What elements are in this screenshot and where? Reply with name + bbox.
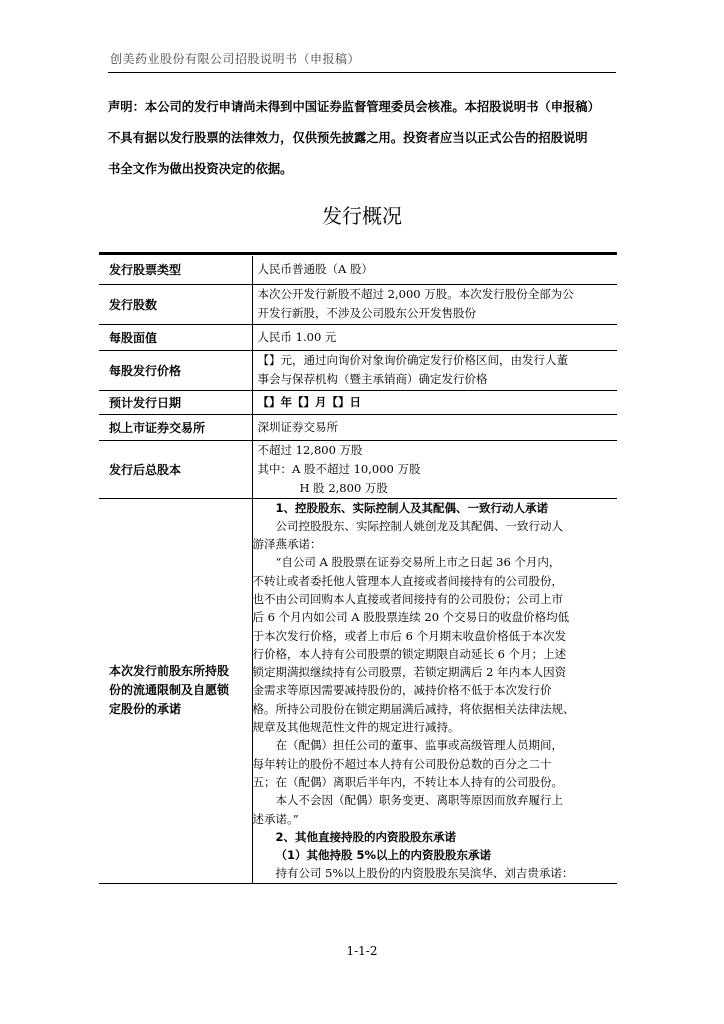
- row-label: 发行股数: [99, 284, 252, 324]
- section-heading: （1）其他持股 5%以上的内资股股东承诺: [275, 848, 492, 863]
- table-row: [99, 324, 617, 350]
- row-label: [99, 498, 252, 883]
- table-top-rule: [99, 252, 617, 255]
- text-line: 持有公司 5%以上股份的内资股股东吴滨华、刘吉贵承诺：: [275, 866, 574, 881]
- table-row: [99, 390, 617, 414]
- label-line: 定股份的承诺: [109, 702, 182, 717]
- table-row: [99, 414, 617, 440]
- value-line: 事会与保荐机构（暨主承销商）确定发行价格: [257, 372, 488, 386]
- row-value: [252, 350, 617, 390]
- text-line: 行价格，本人持有公司股票的锁定期限自动延长 6 个月；上述: [252, 646, 567, 661]
- value-line: 深圳证券交易所: [257, 419, 338, 434]
- label-line: 份的流通限制及自愿锁: [109, 683, 230, 698]
- text-line: 五；在（配偶）离职后半年内，不转让本人持有的公司股份。: [252, 774, 563, 789]
- row-label: 每股发行价格: [99, 350, 252, 390]
- table-row: [99, 256, 617, 284]
- text-line: 规章及其他规范性文件的规定进行减持。: [252, 720, 460, 735]
- text-line: “自公司 A 股股票在证券交易所上市之日起 36 个月内，: [275, 555, 561, 570]
- document-header: 创美药业股份有限公司招股说明书（申报稿）: [110, 52, 361, 66]
- table-row: [99, 440, 617, 498]
- declaration: [108, 92, 618, 185]
- value-line: 本次公开发行新股不超过 2,000 万股。本次发行股份全部为公: [257, 287, 574, 301]
- row-label: 发行后总股本: [99, 440, 252, 498]
- text-line: 也不由公司回购本人直接或者间接持有的公司股份；公司上市: [252, 591, 563, 606]
- declaration-line: 不具有据以发行股票的法律效力，仅供预先披露之用。投资者应当以正式公告的招股说明: [108, 131, 588, 145]
- row-value: [252, 390, 617, 414]
- section-heading: 2、其他直接持股的内资股股东承诺: [275, 829, 456, 844]
- value-line: 【】元，通过向询价对象询价确定发行价格区间，由发行人董: [257, 353, 568, 367]
- row-value: [252, 256, 617, 284]
- row-label: 每股面值: [99, 324, 252, 350]
- text-line: 格。所持公司股份在锁定期届满后减持，将依据相关法律法规、: [252, 701, 575, 716]
- table-row: [99, 284, 617, 324]
- value-line: 开发行新股，不涉及公司股东公开发售股份: [257, 306, 476, 320]
- value-line: 人民币 1.00 元: [257, 329, 337, 344]
- value-line: 【】年【】月【】日: [257, 394, 361, 409]
- header-divider: [108, 72, 616, 73]
- row-value: [252, 284, 617, 324]
- section-heading: 1、控股股东、实际控制人及其配偶、一致行动人承诺: [275, 500, 548, 515]
- value-line: H 股 2,800 万股: [299, 480, 388, 495]
- text-line: 述承诺。”: [252, 811, 299, 826]
- text-line: 公司控股股东、实际控制人姚创龙及其配偶、一致行动人: [275, 518, 563, 533]
- row-label: 预计发行日期: [99, 390, 252, 414]
- text-line: 在（配偶）担任公司的董事、监事或高级管理人员期间，: [275, 738, 563, 753]
- row-label: 拟上市证券交易所: [99, 414, 252, 440]
- lockup-commitment-text: [252, 498, 617, 883]
- table-row: [99, 350, 617, 390]
- declaration-line: 声明：本公司的发行申请尚未得到中国证券监督管理委员会核准。本招股说明书（申报稿）: [108, 100, 600, 114]
- text-line: 后 6 个月内如公司 A 股股票连续 20 个交易日的收盘价格均低: [252, 610, 570, 625]
- value-line: 其中：A 股不超过 10,000 万股: [257, 461, 421, 476]
- value-line: 不超过 12,800 万股: [257, 442, 363, 457]
- text-line: 锁定期满拟继续持有公司股票，若锁定期满后 2 年内本人因资: [252, 665, 567, 680]
- text-line: 本人不会因（配偶）职务变更、离职等原因而放弃履行上: [275, 793, 563, 808]
- text-line: 金需求等原因需要减持股份的，减持价格不低于本次发行价: [252, 683, 552, 698]
- row-value: [252, 414, 617, 440]
- declaration-line: 书全文作为做出投资决定的依据。: [108, 162, 293, 176]
- row-value: [252, 324, 617, 350]
- label-line: 本次发行前股东所持股: [109, 664, 230, 679]
- text-line: 每年转让的股份不超过本人持有公司股份总数的百分之二十: [252, 756, 552, 771]
- text-line: 不转让或者委托他人管理本人直接或者间接持有的公司股份，: [252, 573, 563, 588]
- issuance-overview-table: [99, 256, 617, 884]
- page-title: 发行概况: [322, 204, 402, 228]
- value-line: 人民币普通股（A 股）: [257, 262, 373, 277]
- table-row: [99, 498, 617, 883]
- text-line: 游泽燕承诺：: [252, 537, 322, 552]
- row-value: [252, 440, 617, 498]
- text-line: 于本次发行价格，或者上市后 6 个月期末收盘价格低于本次发: [252, 628, 567, 643]
- row-label: 发行股票类型: [99, 256, 252, 284]
- page-number: 1-1-2: [346, 944, 378, 958]
